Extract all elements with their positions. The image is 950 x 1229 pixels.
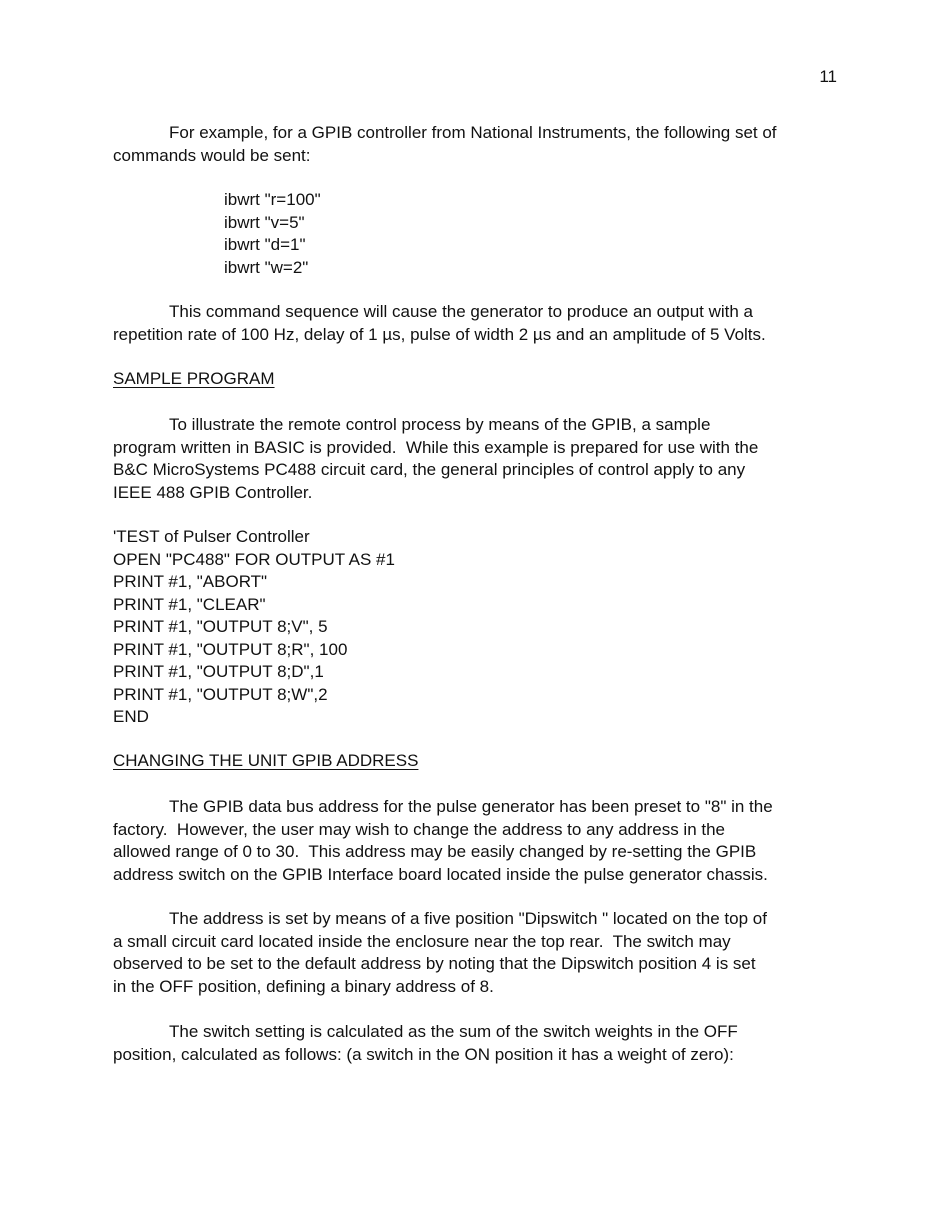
code-line: PRINT #1, "ABORT" [113, 572, 268, 591]
page-number: 11 [819, 67, 837, 86]
section-heading-changing-address [113, 750, 839, 773]
sample-program-line: To illustrate the remote control process by means of the GPIB, a sample [169, 415, 711, 434]
ibwrt-command: ibwrt "d=1" [224, 235, 306, 254]
sample-program-line: program written in BASIC is provided. While this example is prepared for use with the [113, 437, 759, 457]
ibwrt-command-list [224, 189, 624, 279]
address-p2-line: in the OFF position, defining a binary address of 8. [113, 976, 494, 996]
sample-program-line: IEEE 488 GPIB Controller. [113, 482, 313, 502]
address-p3-line: position, calculated as follows: (a switch in the ON position it has a weight of zero): [113, 1044, 734, 1064]
code-line: PRINT #1, "OUTPUT 8;D",1 [113, 662, 324, 681]
code-line: PRINT #1, "OUTPUT 8;V", 5 [113, 617, 328, 636]
address-p1-line: address switch on the GPIB Interface board located inside the pulse generator chassis. [113, 864, 768, 884]
intro-paragraph [113, 122, 839, 167]
sample-program-paragraph [113, 414, 839, 504]
sample-program-line: B&C MicroSystems PC488 circuit card, the general principles of control apply to any [113, 460, 746, 479]
address-p2-line: observed to be set to the default address by noting that the Dipswitch position 4 is set [113, 954, 756, 973]
code-line: 'TEST of Pulser Controller [113, 527, 310, 546]
ibwrt-command: ibwrt "w=2" [224, 257, 309, 277]
intro-line-2: commands would be sent: [113, 145, 311, 165]
changing-address-heading: CHANGING THE UNIT GPIB ADDRESS [113, 751, 419, 770]
sequence-line-1: This command sequence will cause the generator to produce an output with a [169, 302, 754, 321]
code-line: END [113, 707, 149, 726]
ibwrt-command: ibwrt "r=100" [224, 190, 321, 209]
address-p1-line: allowed range of 0 to 30. This address may be easily changed by re-setting the GPIB [113, 842, 757, 861]
address-p2-line: a small circuit card located inside the enclosure near the top rear. The switch may [113, 931, 731, 951]
sequence-line-2: repetition rate of 100 Hz, delay of 1 µs, pulse of width 2 µs and an amplitude of 5 Volts. [113, 324, 766, 344]
code-line: PRINT #1, "OUTPUT 8;R", 100 [113, 639, 348, 659]
address-p1-line: factory. However, the user may wish to change the address to any address in the [113, 819, 726, 839]
address-paragraph-1 [113, 796, 839, 886]
address-p3-line: The switch setting is calculated as the sum of the switch weights in the OFF [169, 1022, 738, 1041]
code-line: PRINT #1, "OUTPUT 8;W",2 [113, 684, 328, 704]
address-p1-line: The GPIB data bus address for the pulse generator has been preset to "8" in the [169, 797, 773, 816]
sample-program-heading: SAMPLE PROGRAM [113, 369, 275, 388]
sequence-paragraph [113, 301, 839, 346]
intro-line-1: For example, for a GPIB controller from National Instruments, the following set of [169, 123, 777, 142]
address-paragraph-2 [113, 908, 839, 998]
code-line: PRINT #1, "CLEAR" [113, 594, 266, 614]
basic-code-listing [113, 526, 839, 729]
ibwrt-command: ibwrt "v=5" [224, 212, 305, 232]
address-p2-line: The address is set by means of a five position "Dipswitch " located on the top of [169, 909, 767, 928]
code-line: OPEN "PC488" FOR OUTPUT AS #1 [113, 549, 395, 569]
section-heading-sample-program [113, 368, 839, 391]
address-paragraph-3 [113, 1021, 839, 1066]
